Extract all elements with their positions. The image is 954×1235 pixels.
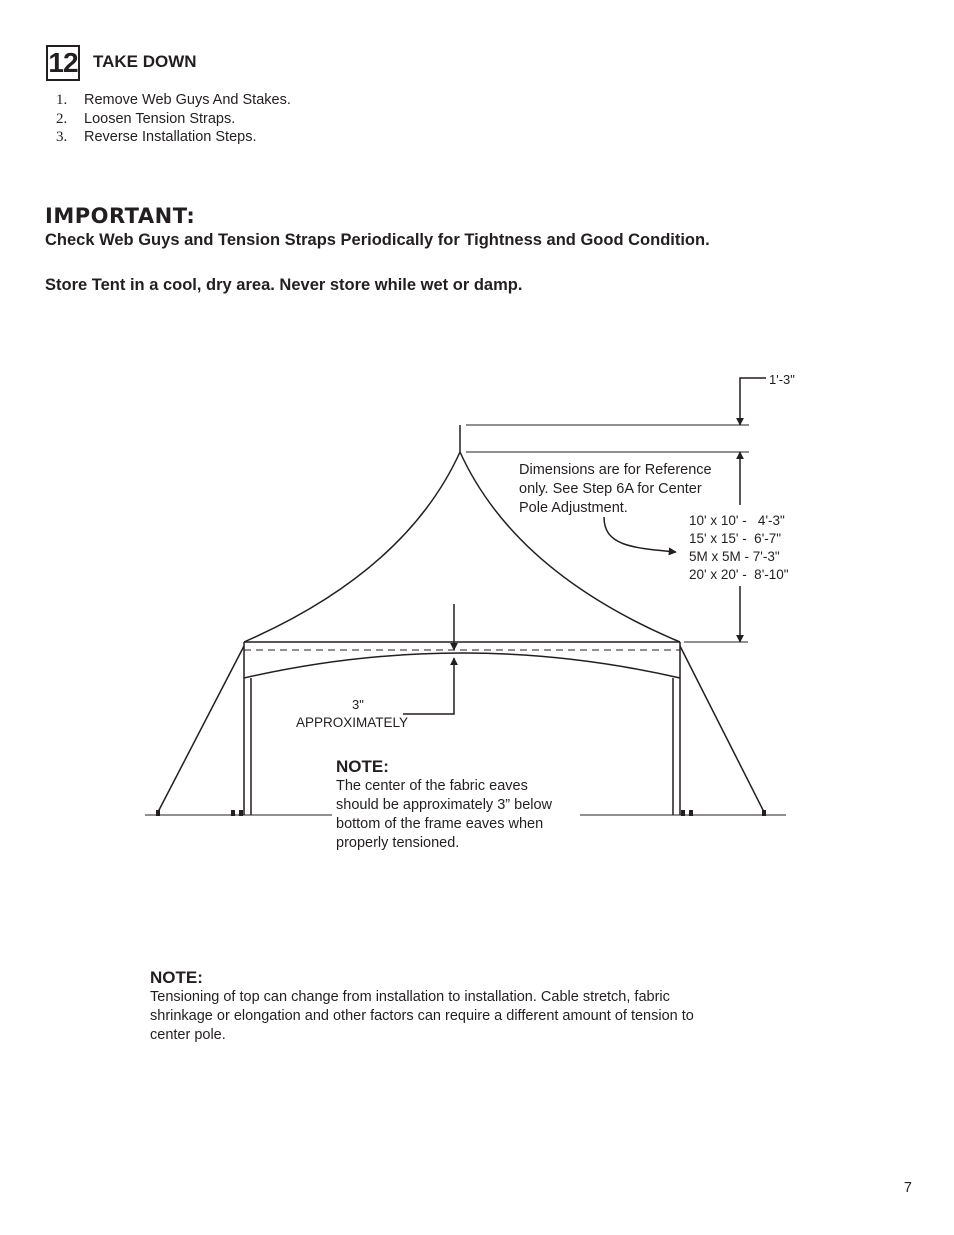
page-number: 7 <box>903 1180 912 1196</box>
diagram-note-line: properly tensioned. <box>336 835 460 851</box>
important-line-2: Store Tent in a cool, dry area. Never store while wet or damp. <box>45 276 523 294</box>
diagram-note <box>336 757 552 853</box>
bottom-note-line: shrinkage or elongation and other factors can require a different amount of tension to <box>150 1008 694 1024</box>
dim-3in-label: 3" <box>352 697 364 712</box>
important-heading: IMPORTANT: <box>45 204 196 228</box>
section-title: TAKE DOWN <box>93 52 197 71</box>
bottom-note-line: Tensioning of top can change from installation to installation. Cable stretch, fabric <box>150 989 670 1005</box>
diagram-note-line: The center of the fabric eaves <box>336 778 528 794</box>
curved-leader-arrow <box>604 517 676 552</box>
dim-1-3-leader <box>740 378 766 425</box>
diagram-note-line: should be approximately 3” below <box>336 797 553 813</box>
dim-1-3-label: 1'-3" <box>769 372 795 387</box>
step-text: Loosen Tension Straps. <box>84 110 236 127</box>
important-line-1: Check Web Guys and Tension Straps Periodically for Tightness and Good Condition. <box>45 231 710 249</box>
bottom-note <box>150 968 694 1045</box>
approximately-label: APPROXIMATELY <box>296 715 409 730</box>
step-text: Reverse Installation Steps. <box>84 129 257 145</box>
dim-3in-lower <box>403 658 454 714</box>
right-guy-line <box>680 646 764 812</box>
roof-left-curve <box>244 452 460 642</box>
bottom-note-heading: NOTE: <box>150 968 203 987</box>
size-list: 10' x 10' - 4'-3" 15' x 15' - 6'-7" 5M x 5M - 7'-3" 20' x 20' - 8'-10" <box>689 513 789 582</box>
step-number-badge: 12 <box>46 45 80 81</box>
step-text: Remove Web Guys And Stakes. <box>84 92 291 108</box>
bottom-note-line: center pole. <box>150 1027 226 1043</box>
step-num: 3. <box>56 129 68 145</box>
diagram-note-heading: NOTE: <box>336 757 389 776</box>
step-num: 1. <box>56 92 68 108</box>
reference-note: Dimensions are for Reference only. See Step 6A for Center Pole Adjustment. <box>519 462 712 516</box>
diagram-note-line: bottom of the frame eaves when <box>336 816 544 832</box>
step-num: 2. <box>56 110 68 127</box>
fabric-eave-curve <box>244 653 680 678</box>
left-guy-line <box>158 646 244 812</box>
